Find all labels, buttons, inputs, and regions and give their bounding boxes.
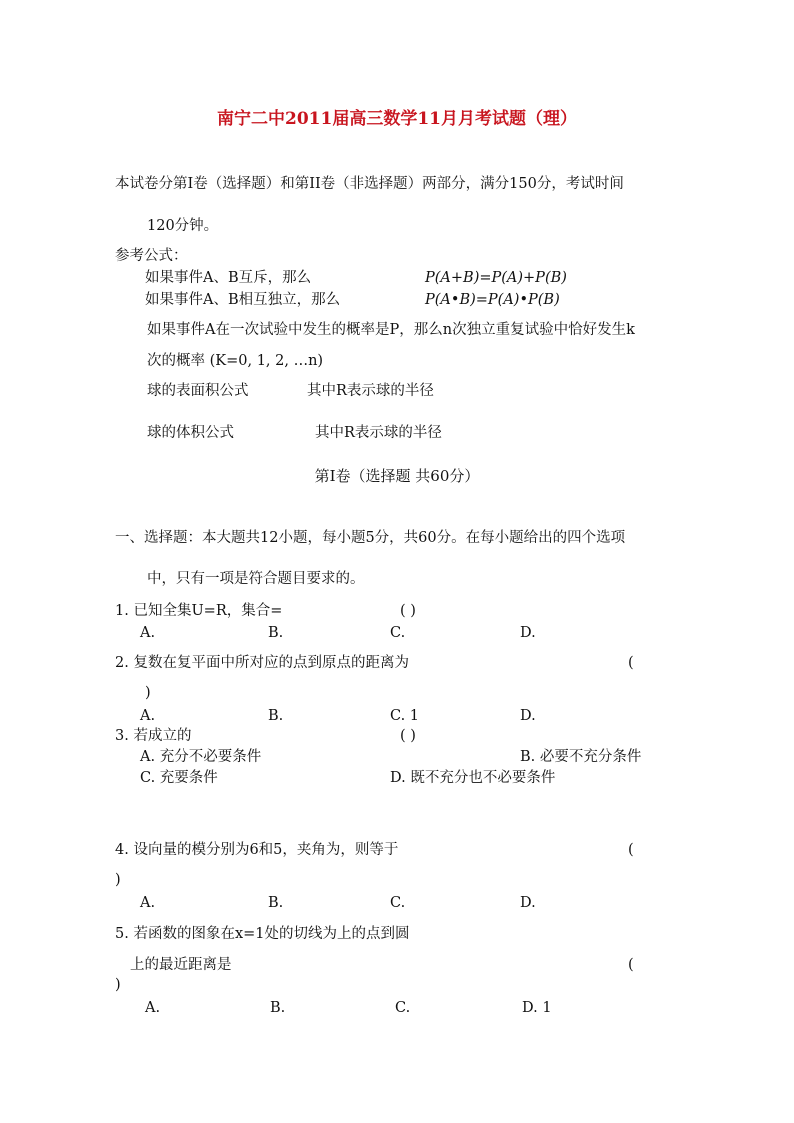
formula-4-label: 球的表面积公式 xyxy=(147,383,249,399)
question-5-option-a: A. xyxy=(145,1000,161,1016)
intro-line-2: 120分钟。 xyxy=(147,218,219,234)
question-5-option-b: B. xyxy=(270,1000,286,1016)
formula-1-label: 如果事件A、B互斥，那么 xyxy=(145,270,312,286)
question-1-answer-paren: ( ) xyxy=(400,603,416,619)
section-1-line-2: 中，只有一项是符合题目要求的。 xyxy=(147,571,365,587)
question-4-option-c: C. xyxy=(390,895,406,911)
question-5-paren-close: ) xyxy=(115,977,121,993)
question-2-option-d: D. xyxy=(520,708,536,724)
question-3-option-c: C. 充要条件 xyxy=(140,770,218,786)
question-2-option-a: A. xyxy=(140,708,156,724)
question-1-option-c: C. xyxy=(390,625,406,641)
question-2-paren-close: ) xyxy=(145,685,151,701)
question-5-option-d: D. 1 xyxy=(522,1000,552,1016)
question-3-answer-paren: ( ) xyxy=(400,728,416,744)
question-3-option-b: B. 必要不充分条件 xyxy=(520,749,642,765)
question-4-option-a: A. xyxy=(140,895,156,911)
formula-1-expr: P(A+B)=P(A)+P(B) xyxy=(425,270,567,286)
question-4-paren-open: ( xyxy=(628,842,634,858)
question-3-stem: 3. 若成立的 xyxy=(115,728,192,744)
question-3-option-a: A. 充分不必要条件 xyxy=(140,749,262,765)
section-1-line-1: 一、选择题：本大题共12小题，每小题5分，共60分。在每小题给出的四个选项 xyxy=(115,530,626,546)
formula-3-line-2: 次的概率 (K=0, 1, 2, …n) xyxy=(147,353,324,369)
formulas-heading: 参考公式： xyxy=(115,248,188,264)
question-5-stem-line-2: 上的最近距离是 xyxy=(130,957,232,973)
formula-2-expr: P(A•B)=P(A)•P(B) xyxy=(425,292,560,308)
formula-3-line-1: 如果事件A在一次试验中发生的概率是P，那么n次独立重复试验中恰好发生k xyxy=(147,322,635,338)
question-1-stem: 1. 已知全集U=R，集合= xyxy=(115,603,283,619)
part-1-heading: 第I卷（选择题 共60分） xyxy=(314,467,480,485)
question-5-stem: 5. 若函数的图象在x=1处的切线为上的点到圆 xyxy=(115,926,410,942)
question-2-option-b: B. xyxy=(268,708,284,724)
question-2-paren-open: ( xyxy=(628,655,634,671)
question-4-stem: 4. 设向量的模分别为6和5，夹角为，则等于 xyxy=(115,842,399,858)
question-1-option-a: A. xyxy=(140,625,156,641)
question-3-option-d: D. 既不充分也不必要条件 xyxy=(390,770,556,786)
formula-2-label: 如果事件A、B相互独立，那么 xyxy=(145,292,341,308)
intro-line-1: 本试卷分第I卷（选择题）和第II卷（非选择题）两部分，满分150分，考试时间 xyxy=(115,176,624,192)
question-2-option-c: C. 1 xyxy=(390,708,420,724)
formula-4-note: 其中R表示球的半径 xyxy=(307,383,434,399)
question-2-stem: 2. 复数在复平面中所对应的点到原点的距离为 xyxy=(115,655,409,671)
formula-5-label: 球的体积公式 xyxy=(147,425,234,441)
question-1-option-d: D. xyxy=(520,625,536,641)
question-5-option-c: C. xyxy=(395,1000,411,1016)
formula-5-note: 其中R表示球的半径 xyxy=(315,425,442,441)
question-4-paren-close: ) xyxy=(115,872,121,888)
question-1-option-b: B. xyxy=(268,625,284,641)
question-4-option-b: B. xyxy=(268,895,284,911)
question-4-option-d: D. xyxy=(520,895,536,911)
page-title: 南宁二中2011届高三数学11月月考试题（理） xyxy=(217,109,577,129)
question-5-paren-open: ( xyxy=(628,957,634,973)
